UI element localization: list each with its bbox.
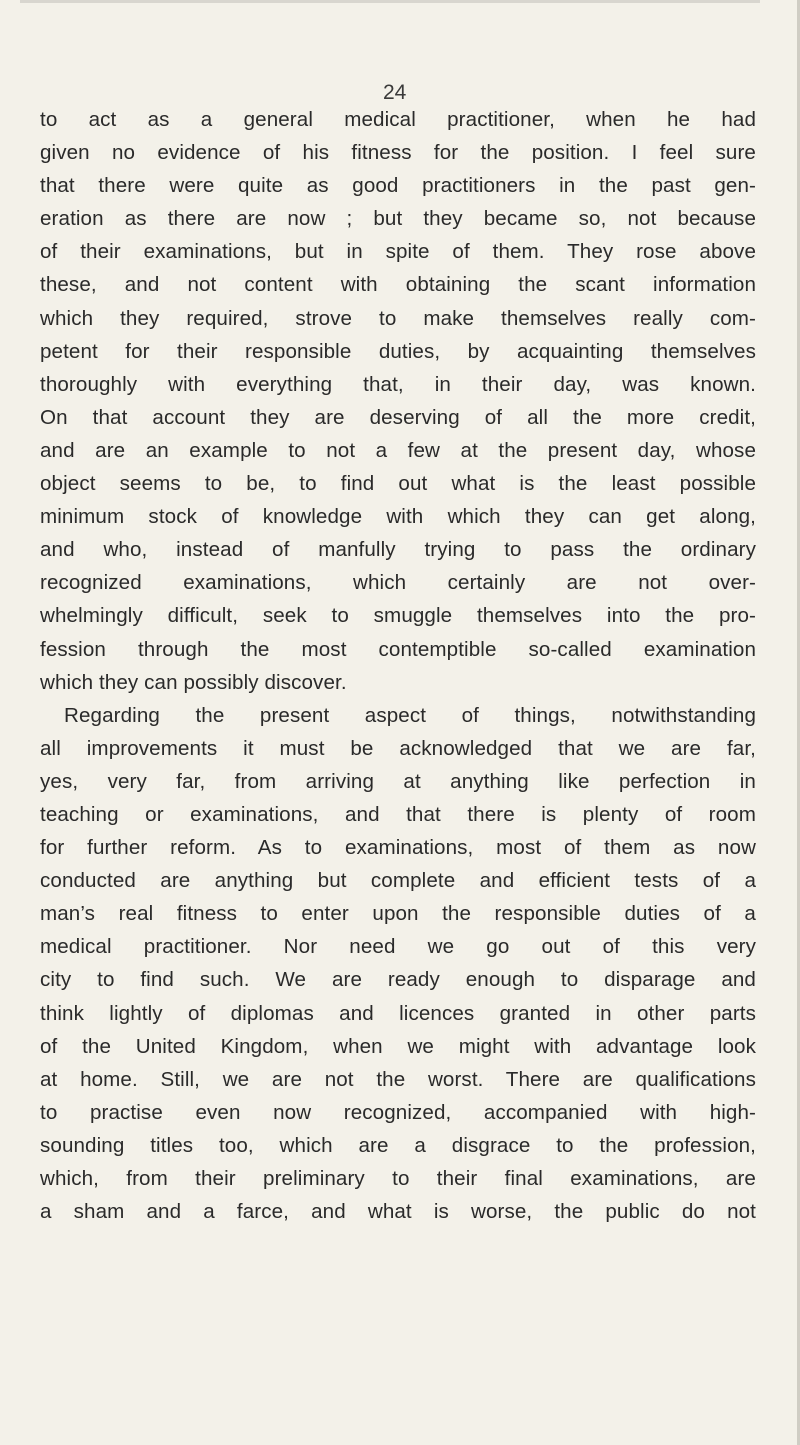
text-line: teaching or examinations, and that there is plenty of room: [40, 802, 756, 826]
text-line-paragraph-end: which they can possibly discover.: [40, 670, 347, 694]
text-line: which they required, strove to make themselves really com-: [40, 306, 756, 330]
text-line: conducted are anything but complete and efficient tests of a: [40, 869, 756, 893]
text-line: whelmingly difficult, seek to smuggle themselves into the pro-: [40, 604, 756, 628]
text-line: of their examinations, but in spite of them. They rose above: [40, 240, 756, 264]
text-line: and who, instead of manfully trying to pass the ordinary: [40, 538, 756, 562]
body-text: [40, 103, 756, 1228]
top-edge-rule: [20, 0, 760, 3]
text-line-paragraph-start: Regarding the present aspect of things, notwithstanding: [64, 703, 756, 727]
text-line: to act as a general medical practitioner, when he had: [40, 108, 756, 131]
text-line: all improvements it must be acknowledged that we are far,: [40, 736, 756, 760]
text-line: On that account they are deserving of all the more credit,: [40, 405, 756, 429]
text-line: petent for their responsible duties, by acquainting themselves: [40, 339, 756, 363]
text-line: medical practitioner. Nor need we go out of this very: [40, 935, 756, 959]
text-line: to practise even now recognized, accompanied with high-: [40, 1100, 756, 1124]
text-line: at home. Still, we are not the worst. There are qualifications: [40, 1067, 756, 1091]
text-line: think lightly of diplomas and licences granted in other parts: [40, 1001, 756, 1025]
text-line: fession through the most contemptible so-called examination: [40, 637, 756, 661]
text-line: that there were quite as good practitioners in the past gen-: [40, 174, 756, 198]
text-line: sounding titles too, which are a disgrace to the profession,: [40, 1133, 756, 1157]
text-line: given no evidence of his fitness for the position. I feel sure: [40, 141, 756, 165]
text-line: for further reform. As to examinations, most of them as now: [40, 836, 756, 860]
text-line: recognized examinations, which certainly are not over-: [40, 571, 756, 595]
text-line: object seems to be, to find out what is the least possible: [40, 472, 756, 496]
text-line: of the United Kingdom, when we might with advantage look: [40, 1034, 756, 1058]
page-number: 24: [383, 81, 407, 104]
text-line: thoroughly with everything that, in their day, was known.: [40, 372, 756, 396]
text-line: city to find such. We are ready enough to disparage and: [40, 968, 756, 992]
text-line: minimum stock of knowledge with which they can get along,: [40, 505, 756, 529]
text-line: man’s real fitness to enter upon the responsible duties of a: [40, 902, 756, 926]
text-line: a sham and a farce, and what is worse, the public do not: [40, 1200, 756, 1224]
text-line: which, from their preliminary to their final examinations, are: [40, 1167, 756, 1190]
text-line: yes, very far, from arriving at anything like perfection in: [40, 769, 756, 793]
text-line: and are an example to not a few at the present day, whose: [40, 438, 756, 462]
text-line: these, and not content with obtaining the scant information: [40, 273, 756, 297]
text-line: eration as there are now ; but they became so, not because: [40, 207, 756, 231]
